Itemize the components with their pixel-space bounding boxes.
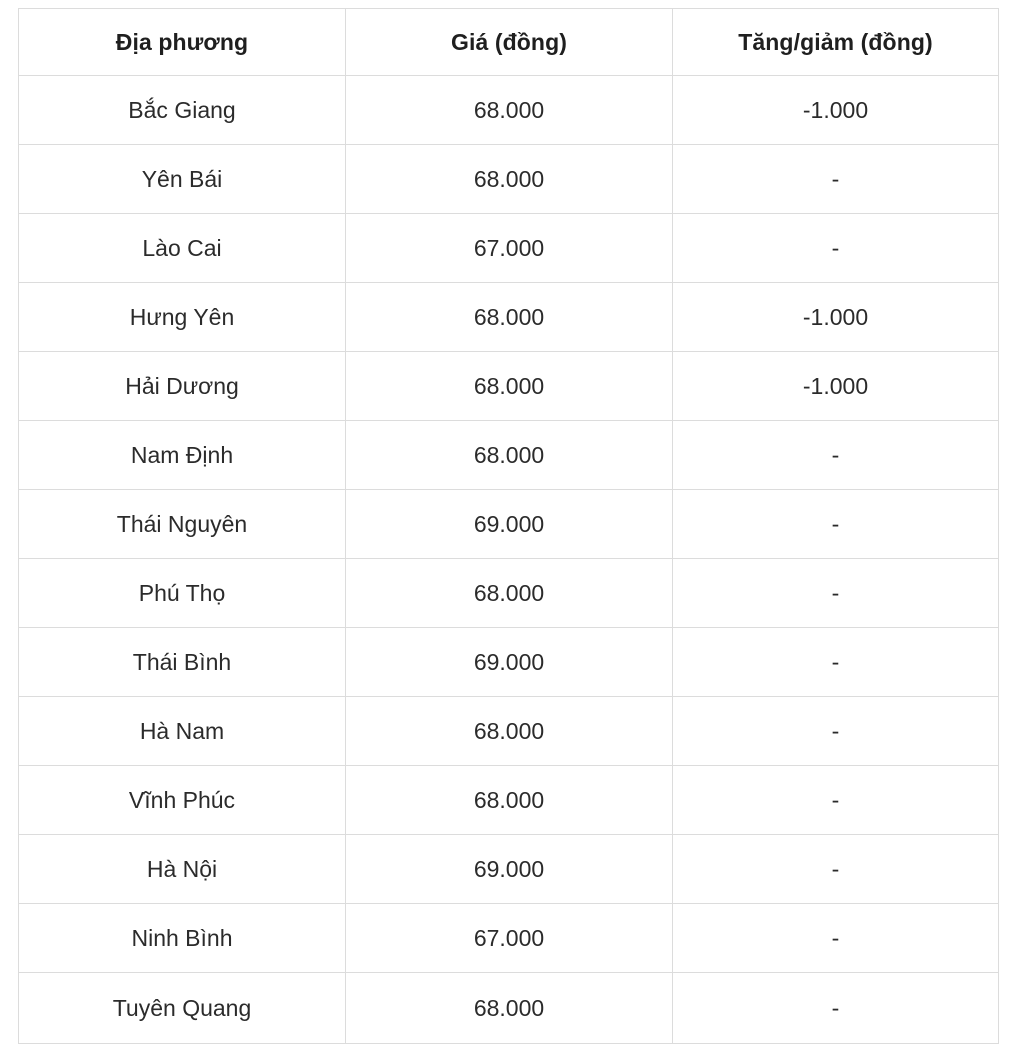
table-header — [19, 9, 999, 76]
column-header-change: Tăng/giảm (đồng) — [673, 9, 999, 76]
cell-change: - — [673, 628, 999, 697]
cell-change: - — [673, 973, 999, 1044]
cell-change: - — [673, 421, 999, 490]
table-row — [19, 214, 999, 283]
cell-change: -1.000 — [673, 352, 999, 421]
cell-price: 69.000 — [346, 490, 673, 559]
cell-price: 68.000 — [346, 352, 673, 421]
cell-change: - — [673, 697, 999, 766]
cell-change: - — [673, 214, 999, 283]
cell-price: 68.000 — [346, 421, 673, 490]
table-row — [19, 559, 999, 628]
cell-locality: Vĩnh Phúc — [19, 766, 346, 835]
cell-locality: Thái Nguyên — [19, 490, 346, 559]
cell-change: - — [673, 835, 999, 904]
table-row — [19, 628, 999, 697]
cell-change: - — [673, 904, 999, 973]
table-row — [19, 352, 999, 421]
cell-price: 67.000 — [346, 214, 673, 283]
cell-change: - — [673, 766, 999, 835]
cell-price: 68.000 — [346, 973, 673, 1044]
cell-price: 68.000 — [346, 283, 673, 352]
cell-locality: Lào Cai — [19, 214, 346, 283]
cell-price: 69.000 — [346, 835, 673, 904]
cell-price: 69.000 — [346, 628, 673, 697]
cell-locality: Hải Dương — [19, 352, 346, 421]
table-row — [19, 973, 999, 1044]
table-body — [19, 76, 999, 1044]
cell-price: 68.000 — [346, 145, 673, 214]
column-header-price: Giá (đồng) — [346, 9, 673, 76]
table-header-row — [19, 9, 999, 76]
cell-locality: Ninh Bình — [19, 904, 346, 973]
cell-locality: Thái Bình — [19, 628, 346, 697]
cell-change: -1.000 — [673, 76, 999, 145]
cell-price: 67.000 — [346, 904, 673, 973]
cell-change: - — [673, 559, 999, 628]
table-row — [19, 76, 999, 145]
cell-locality: Hà Nam — [19, 697, 346, 766]
cell-price: 68.000 — [346, 697, 673, 766]
table-row — [19, 490, 999, 559]
cell-price: 68.000 — [346, 559, 673, 628]
table-row — [19, 904, 999, 973]
cell-change: -1.000 — [673, 283, 999, 352]
table-row — [19, 835, 999, 904]
cell-locality: Nam Định — [19, 421, 346, 490]
cell-price: 68.000 — [346, 766, 673, 835]
cell-locality: Hưng Yên — [19, 283, 346, 352]
cell-locality: Phú Thọ — [19, 559, 346, 628]
livestock-price-table — [18, 8, 999, 1044]
table-row — [19, 766, 999, 835]
table-row — [19, 697, 999, 766]
table-row — [19, 283, 999, 352]
table-row — [19, 421, 999, 490]
column-header-locality: Địa phương — [19, 9, 346, 76]
table-row — [19, 145, 999, 214]
cell-locality: Yên Bái — [19, 145, 346, 214]
cell-change: - — [673, 490, 999, 559]
cell-locality: Hà Nội — [19, 835, 346, 904]
cell-price: 68.000 — [346, 76, 673, 145]
cell-locality: Tuyên Quang — [19, 973, 346, 1044]
cell-locality: Bắc Giang — [19, 76, 346, 145]
cell-change: - — [673, 145, 999, 214]
